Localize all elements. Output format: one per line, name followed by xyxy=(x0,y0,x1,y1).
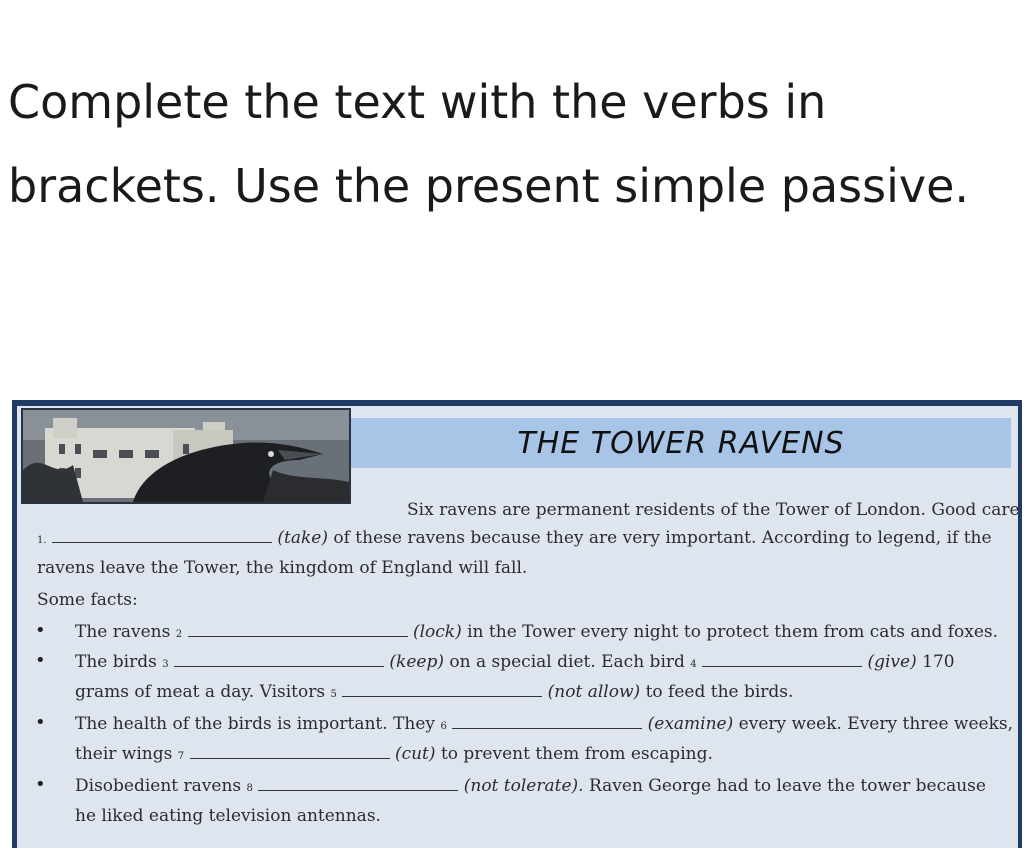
bullet-1-line-1 xyxy=(75,622,998,642)
question-number-2: 2 xyxy=(175,629,183,640)
bullet-3-line-1 xyxy=(75,714,1013,734)
question-number-7: 7 xyxy=(177,751,185,762)
bullet-1-text-post: in the Tower every night to protect them from cats and foxes. xyxy=(467,622,999,642)
bullet-3-text-post: every week. Every three weeks, xyxy=(738,714,1014,734)
bullet-3-text-pre: The health of the birds is important. They xyxy=(75,714,436,734)
bullet-3-line-2 xyxy=(75,744,713,764)
verb-hint-5: (not allow) xyxy=(547,682,641,702)
bullet-dot-1: • xyxy=(35,620,46,641)
instruction-heading: Complete the text with the verbs in brackets. Use the present simple passive. xyxy=(8,75,969,213)
verb-hint-7: (cut) xyxy=(394,744,436,764)
worksheet-card xyxy=(12,400,1022,848)
answer-blank-7[interactable] xyxy=(190,744,390,759)
answer-blank-1[interactable] xyxy=(52,528,272,543)
bullet-3-line-2-post: to prevent them from escaping. xyxy=(440,744,713,764)
verb-hint-6: (examine) xyxy=(647,714,734,734)
bullet-dot-3: • xyxy=(35,712,46,733)
intro-line-1 xyxy=(407,500,1020,520)
bullet-2-text-mid: on a special diet. Each bird xyxy=(449,652,685,672)
bullet-1-text-pre: The ravens xyxy=(75,622,171,642)
verb-hint-1: (take) xyxy=(277,528,328,548)
intro-text-1: Six ravens are permanent residents of the Tower of London. Good care xyxy=(407,500,1020,520)
bullet-2-line-2-pre: grams of meat a day. Visitors xyxy=(75,682,326,702)
verb-hint-4: (give) xyxy=(867,652,917,672)
intro-text-3: ravens leave the Tower, the kingdom of England will fall. xyxy=(37,558,528,578)
answer-blank-8[interactable] xyxy=(258,776,458,791)
bullet-2-line-1 xyxy=(75,652,955,672)
verb-hint-3: (keep) xyxy=(389,652,444,672)
question-number-8: 8 xyxy=(246,783,253,794)
tower-raven-illustration xyxy=(23,410,349,502)
worksheet-title: THE TOWER RAVENS xyxy=(517,425,845,461)
intro-line-3 xyxy=(37,558,527,578)
bullet-4-text-pre: Disobedient ravens xyxy=(75,776,242,796)
intro-line-2 xyxy=(37,528,992,548)
answer-blank-4[interactable] xyxy=(702,652,862,667)
tower-raven-photo xyxy=(21,408,351,504)
bullet-dot-2: • xyxy=(35,650,46,671)
question-number-4: 4 xyxy=(690,659,697,670)
question-number-3: 3 xyxy=(162,659,169,670)
question-number-6: 6 xyxy=(440,721,447,732)
answer-blank-5[interactable] xyxy=(342,682,542,697)
answer-blank-6[interactable] xyxy=(452,714,642,729)
intro-text-2: of these ravens because they are very important. According to legend, if the xyxy=(333,528,992,548)
bullet-4-line-2 xyxy=(75,806,381,826)
answer-blank-3[interactable] xyxy=(174,652,384,667)
bullet-4-text-post: Raven George had to leave the tower because xyxy=(588,776,986,796)
verb-hint-8: (not tolerate). xyxy=(463,776,584,796)
bullet-dot-4: • xyxy=(35,774,46,795)
bullet-4-line-2-text: he liked eating television antennas. xyxy=(75,806,381,826)
bullet-3-line-2-pre: their wings xyxy=(75,744,173,764)
title-band xyxy=(351,418,1011,468)
verb-hint-2: (lock) xyxy=(412,622,462,642)
question-number-1: 1. xyxy=(37,535,47,546)
question-number-5: 5 xyxy=(330,689,337,700)
answer-blank-2[interactable] xyxy=(188,622,408,637)
bullet-4-line-1 xyxy=(75,776,986,796)
bullet-2-line-2-post: to feed the birds. xyxy=(645,682,794,702)
worksheet-card-body xyxy=(17,406,1018,848)
bullet-2-line-2 xyxy=(75,682,793,702)
bullet-2-text-pre: The birds xyxy=(75,652,157,672)
facts-heading xyxy=(37,590,138,610)
facts-heading-text: Some facts: xyxy=(37,590,138,610)
bullet-2-text-end: 170 xyxy=(922,652,955,672)
